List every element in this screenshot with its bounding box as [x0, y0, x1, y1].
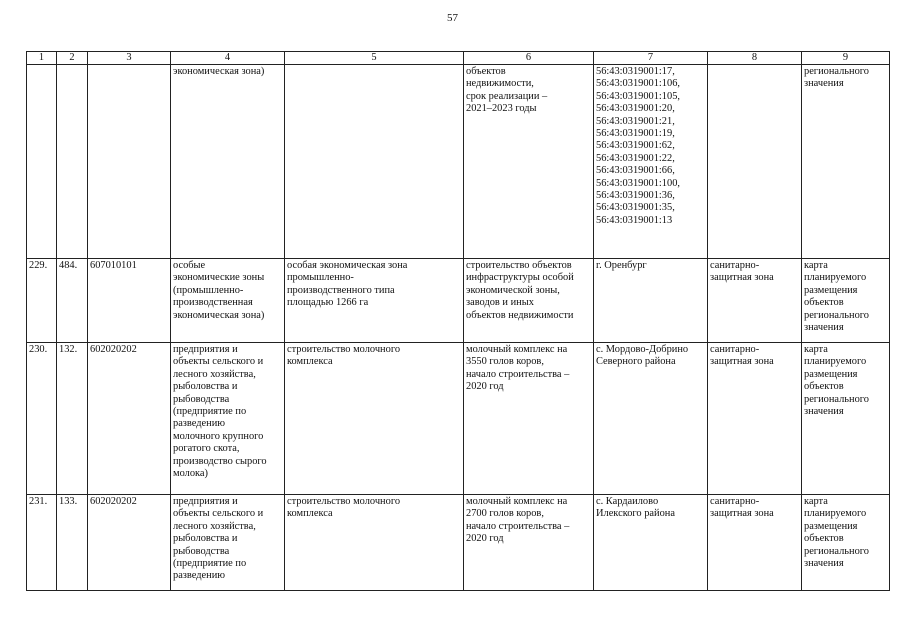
- register-number-cell: 132.: [57, 343, 88, 495]
- object-type-cell: экономическая зона): [171, 65, 285, 259]
- code-cell: [88, 65, 171, 259]
- table-row: [27, 65, 890, 259]
- characteristics-cell: молочный комплекс на 3550 голов коров, начало строительства – 2020 год: [464, 343, 594, 495]
- zone-cell: [708, 65, 802, 259]
- characteristics-cell: молочный комплекс на 2700 голов коров, начало строительства – 2020 год: [464, 495, 594, 591]
- zone-cell: санитарно- защитная зона: [708, 343, 802, 495]
- location-cell: с. Мордово-Добрино Северного района: [594, 343, 708, 495]
- location-cell: с. Кардаилово Илекского района: [594, 495, 708, 591]
- header-cell: 5: [285, 52, 464, 65]
- header-cell: 7: [594, 52, 708, 65]
- object-type-cell: предприятия и объекты сельского и лесного хозяйства, рыболовства и рыбоводства (предприятие по разведению: [171, 495, 285, 591]
- characteristics-cell: строительство объектов инфраструктуры особой экономической зоны, заводов и иных объектов недвижимости: [464, 259, 594, 343]
- table-header-row: [27, 52, 890, 65]
- location-cell: г. Оренбург: [594, 259, 708, 343]
- row-number-cell: 231.: [27, 495, 57, 591]
- table-row: [27, 259, 890, 343]
- register-number-cell: 484.: [57, 259, 88, 343]
- document-table: [26, 51, 890, 591]
- page-number: 57: [447, 12, 458, 24]
- table-row: [27, 343, 890, 495]
- row-number-cell: 230.: [27, 343, 57, 495]
- object-type-cell: особые экономические зоны (промышленно- производственная экономическая зона): [171, 259, 285, 343]
- header-cell: 2: [57, 52, 88, 65]
- header-cell: 6: [464, 52, 594, 65]
- zone-cell: санитарно- защитная зона: [708, 495, 802, 591]
- characteristics-cell: объектов недвижимости, срок реализации – 2021–2023 годы: [464, 65, 594, 259]
- code-cell: 607010101: [88, 259, 171, 343]
- map-reference-cell: карта планируемого размещения объектов регионального значения: [802, 259, 890, 343]
- code-cell: 602020202: [88, 495, 171, 591]
- table-row: [27, 495, 890, 591]
- row-number-cell: [27, 65, 57, 259]
- row-number-cell: 229.: [27, 259, 57, 343]
- header-cell: 1: [27, 52, 57, 65]
- register-number-cell: 133.: [57, 495, 88, 591]
- code-cell: 602020202: [88, 343, 171, 495]
- object-name-cell: [285, 65, 464, 259]
- object-type-cell: предприятия и объекты сельского и лесного хозяйства, рыболовства и рыбоводства (предприятие по разведению молочного крупного рогатого скота, производство сырого молока): [171, 343, 285, 495]
- map-reference-cell: регионального значения: [802, 65, 890, 259]
- object-name-cell: строительство молочного комплекса: [285, 343, 464, 495]
- header-cell: 4: [171, 52, 285, 65]
- register-number-cell: [57, 65, 88, 259]
- object-name-cell: строительство молочного комплекса: [285, 495, 464, 591]
- map-reference-cell: карта планируемого размещения объектов регионального значения: [802, 495, 890, 591]
- map-reference-cell: карта планируемого размещения объектов регионального значения: [802, 343, 890, 495]
- object-name-cell: особая экономическая зона промышленно- производственного типа площадью 1266 га: [285, 259, 464, 343]
- location-cell: 56:43:0319001:17, 56:43:0319001:106, 56:43:0319001:105, 56:43:0319001:20, 56:43:0319001:21, 56:43:0319001:19, 56:43:0319001:62, 56:43:0319001:22, 56:43:0319001:66, 56:43:0319001:100, 56:43:0319001:36, 56:43:0319001:35, 56:43:0319001:13: [594, 65, 708, 259]
- header-cell: 8: [708, 52, 802, 65]
- header-cell: 9: [802, 52, 890, 65]
- header-cell: 3: [88, 52, 171, 65]
- zone-cell: санитарно- защитная зона: [708, 259, 802, 343]
